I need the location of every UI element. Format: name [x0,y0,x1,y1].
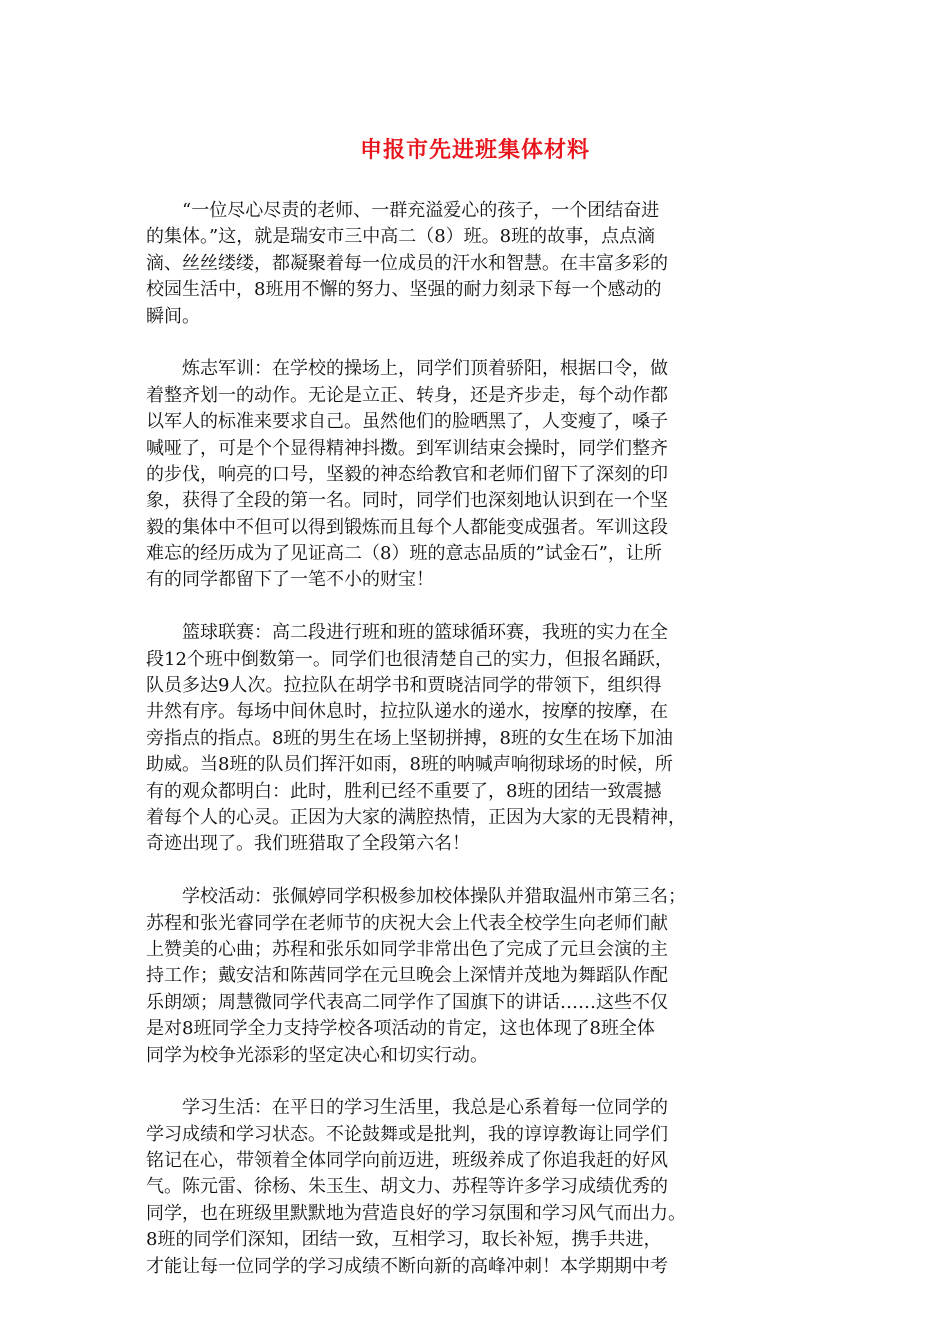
text-line: 难忘的经历成为了见证高二（8）班的意志品质的”试金石”，让所 [146,543,662,565]
text-line: 苏程和张光睿同学在老师节的庆祝大会上代表全校学生向老师们献 [146,912,668,934]
text-line: 同学，也在班级里默默地为营造良好的学习氛围和学习风气而出力。 [146,1202,686,1224]
text-line: 瞬间。 [146,305,200,327]
paragraph-school-activities [146,884,814,1069]
text-line: 着每个人的心灵。正因为大家的满腔热情，正因为大家的无畏精神， [146,806,686,828]
text-line: 井然有序。每场中间休息时，拉拉队递水的递水，按摩的按摩，在 [146,701,668,723]
text-line: 是对8班同学全力支持学校各项活动的肯定，这也体现了8班全体 [146,1018,655,1040]
paragraph-basketball [146,620,814,858]
text-line: 的步伐，响亮的口号，坚毅的神态给教官和老师们留下了深刻的印 [146,463,668,485]
text-line: 以军人的标准来要求自己。虽然他们的脸晒黑了，人变瘦了，嗓子 [146,411,668,433]
text-line: 乐朗颂；周慧微同学代表高二同学作了国旗下的讲话……这些不仅 [146,991,668,1013]
text-line: “一位尽心尽责的老师、一群充溢爱心的孩子，一个团结奋进 [146,200,660,221]
text-line: 有的观众都明白：此时，胜利已经不重要了，8班的团结一致震撼 [146,780,662,802]
text-line: 有的同学都留下了一笔不小的财宝！ [146,569,434,591]
document-title: 申报市先进班集体材料 [359,138,590,163]
text-line: 的集体。”这，就是瑞安市三中高二（8）班。8班的故事，点点滴 [146,226,656,248]
text-line: 学校活动：张佩婷同学积极参加校体操队并猎取温州市第三名； [146,886,686,908]
text-line: 滴、丝丝缕缕，都凝聚着每一位成员的汗水和智慧。在丰富多彩的 [146,252,668,274]
text-line: 旁指点的指点。8班的男生在场上坚韧拼搏，8班的女生在场下加油 [146,727,673,749]
text-line: 段12个班中倒数第一。同学们也很清楚自己的实力，但报名踊跃， [146,648,673,670]
text-line: 队员多达9人次。拉拉队在胡学书和贾晓洁同学的带领下，组织得 [146,675,662,697]
text-line: 8班的同学们深知，团结一致，互相学习，取长补短，携手共进， [146,1229,662,1251]
paragraph-intro [146,198,814,330]
text-line: 学习生活：在平日的学习生活里，我总是心系着每一位同学的 [146,1097,668,1119]
text-line: 上赞美的心曲；苏程和张乐如同学非常出色了完成了元旦会演的主 [146,938,668,960]
text-line: 持工作；戴安洁和陈茜同学在元旦晚会上深情并茂地为舞蹈队作配 [146,965,668,987]
text-line: 毅的集体中不但可以得到锻炼而且每个人都能变成强者。军训这段 [146,516,668,538]
text-line: 篮球联赛：高二段进行班和班的篮球循环赛，我班的实力在全 [146,622,668,644]
text-line: 气。陈元雷、徐杨、朱玉生、胡文力、苏程等许多学习成绩优秀的 [146,1176,668,1198]
text-line: 学习成绩和学习状态。不论鼓舞或是批判，我的谆谆教诲让同学们 [146,1123,668,1145]
text-line: 同学为校争光添彩的坚定决心和切实行动。 [146,1044,488,1066]
text-line: 铭记在心，带领着全体同学向前迈进，班级养成了你追我赶的好风 [146,1150,668,1172]
text-line: 着整齐划一的动作。无论是立正、转身，还是齐步走，每个动作都 [146,384,668,406]
text-line: 象，获得了全段的第一名。同时，同学们也深刻地认识到在一个坚 [146,490,668,512]
paragraph-military-training [146,356,814,594]
text-line: 奇迹出现了。我们班猎取了全段第六名！ [146,833,470,855]
text-line: 才能让每一位同学的学习成绩不断向新的高峰冲刺！本学期期中考 [146,1255,668,1277]
text-line: 助威。当8班的队员们挥汗如雨，8班的呐喊声响彻球场的时候，所 [146,754,673,776]
text-line: 喊哑了，可是个个显得精神抖擞。到军训结束会操时，同学们整齐 [146,437,668,459]
paragraph-study-life [146,1095,814,1280]
document-body [146,198,814,1306]
text-line: 炼志军训：在学校的操场上，同学们顶着骄阳，根据口令，做 [146,358,668,380]
text-line: 校园生活中，8班用不懈的努力、坚强的耐力刻录下每一个感动的 [146,279,662,301]
